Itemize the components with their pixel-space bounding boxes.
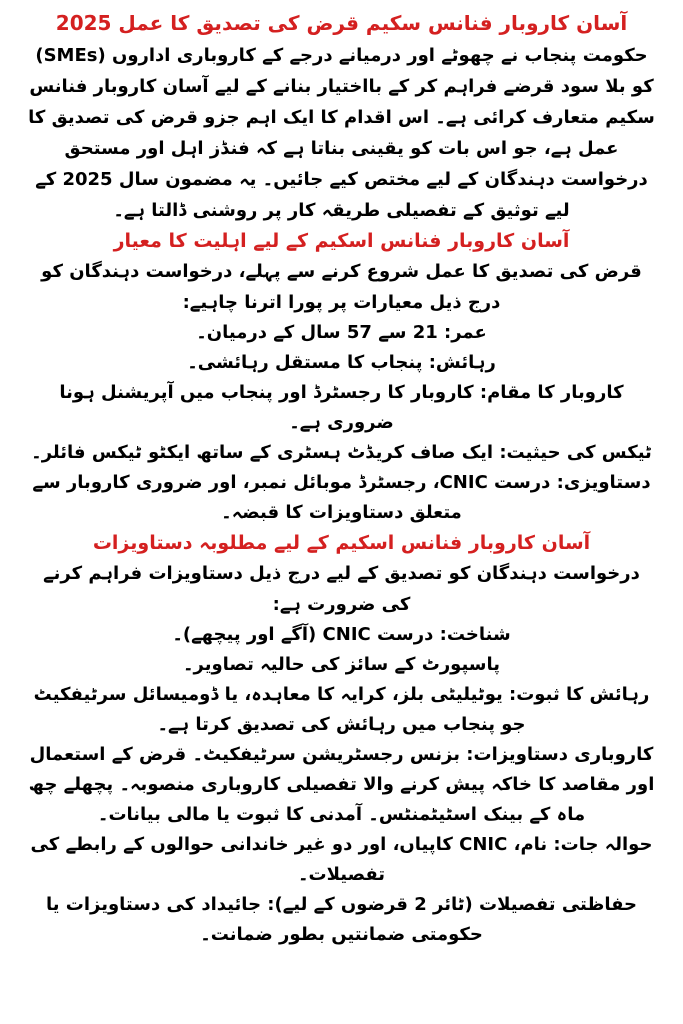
- eligibility-heading: آسان کاروبار فنانس اسکیم کے لیے اہلیت کا معیار: [113, 230, 570, 252]
- eligibility-item: عمر: 21 سے 57 سال کے درمیان۔: [196, 322, 487, 343]
- documents-intro: درخواست دہندگان کو تصدیق کے لیے درج ذیل دستاویزات فراہم کرنے کی ضرورت ہے:: [43, 563, 640, 615]
- document-item: کاروباری دستاویزات: بزنس رجسٹریشن سرٹیفکیٹ۔ قرض کے استعمال اور مقاصد کا خاکہ پیش کرنے والا تفصیلی کاروباری منصوبہ۔ پچھلے چھ ماہ کے بینک اسٹیٹمنٹس۔ آمدنی کا ثبوت یا مالی بیانات۔: [28, 744, 655, 825]
- document-item: رہائش کا ثبوت: یوٹیلیٹی بلز، کرایہ کا معاہدہ، یا ڈومیسائل سرٹیفکیٹ جو پنجاب میں رہائش کی تصدیق کرتا ہے۔: [33, 684, 650, 735]
- documents-heading: آسان کاروبار فنانس اسکیم کے لیے مطلوبہ دستاویزات: [92, 532, 591, 554]
- document-item: حوالہ جات: نام، CNIC کاپیاں، اور دو غیر خاندانی حوالوں کے رابطے کی تفصیلات۔: [30, 834, 653, 885]
- document-item: شناخت: درست CNIC (آگے اور پیچھے)۔: [172, 624, 511, 645]
- eligibility-intro: قرض کی تصدیق کا عمل شروع کرنے سے پہلے، درخواست دہندگان کو درج ذیل معیارات پر پورا اترنا چاہیے:: [41, 261, 642, 313]
- document-item: پاسپورٹ کے سائز کی حالیہ تصاویر۔: [182, 654, 501, 675]
- eligibility-item: دستاویزی: درست CNIC، رجسٹرڈ موبائل نمبر، اور ضروری کاروبار سے متعلق دستاویزات کا قبضہ۔: [32, 472, 651, 523]
- document-item: حفاظتی تفصیلات (ٹائر 2 قرضوں کے لیے): جائیداد کی دستاویزات یا حکومتی ضمانتیں بطور ضمانت۔: [45, 894, 638, 945]
- intro-paragraph: حکومت پنجاب نے چھوٹے اور درمیانے درجے کے کاروباری اداروں (SMEs) کو بلا سود قرضے فراہم کر کے بااختیار بنانے کے لیے آسان کاروبار فنانس سکیم متعارف کرائی ہے۔ اس اقدام کا ایک اہم جزو قرض کی تصدیق کا عمل ہے، جو اس بات کو یقینی بناتا ہے کہ فنڈز اہل اور مستحق درخواست دہندگان کے لیے مختص کیے جائیں۔ یہ مضمون سال 2025 کے لیے توثیق کے تفصیلی طریقہ کار پر روشنی ڈالتا ہے۔: [28, 45, 655, 221]
- eligibility-item: ٹیکس کی حیثیت: ایک صاف کریڈٹ ہسٹری کے ساتھ ایکٹو ٹیکس فائلر۔: [31, 442, 652, 463]
- eligibility-item: رہائش: پنجاب کا مستقل رہائشی۔: [187, 352, 496, 373]
- page-title: آسان کاروبار فنانس سکیم قرض کی تصدیق کا عمل 2025: [55, 11, 628, 35]
- eligibility-item: کاروبار کا مقام: کاروبار کا رجسٹرڈ اور پنجاب میں آپریشنل ہونا ضروری ہے۔: [59, 382, 624, 433]
